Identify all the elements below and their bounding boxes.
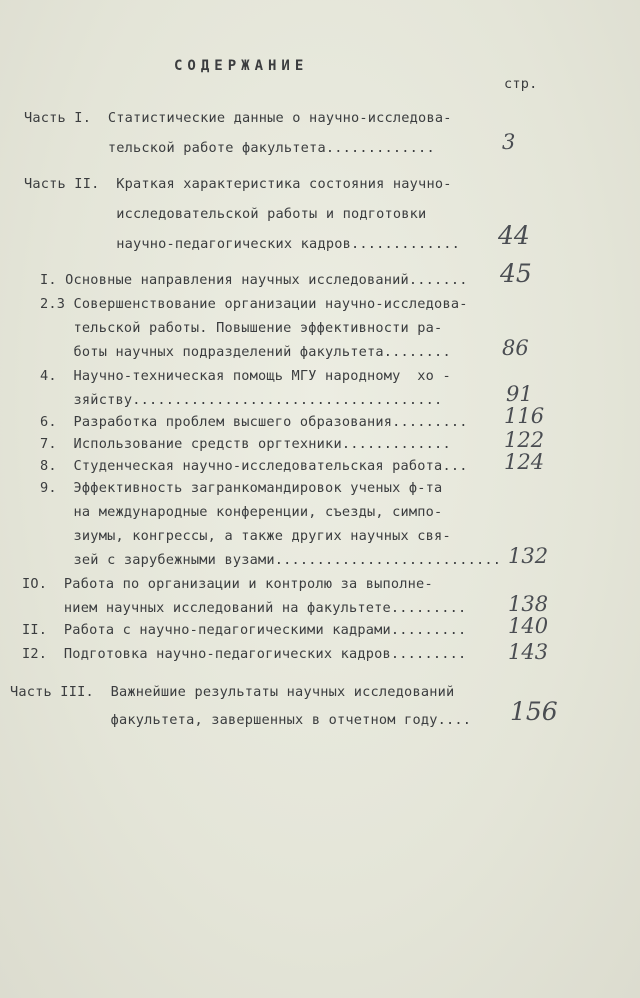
toc-line: 9. Эффективность загранкомандировок ученых ф-та <box>40 480 443 496</box>
toc-line: тельской работы. Повышение эффективности ра- <box>40 320 443 336</box>
page-number: 143 <box>508 640 549 664</box>
page-number: 91 <box>506 382 533 406</box>
toc-line: Часть III. Важнейшие результаты научных исследований <box>10 684 455 700</box>
toc-line: Часть II. Краткая характеристика состояния научно- <box>24 176 452 192</box>
toc-line: Часть I. Статистические данные о научно-исследова- <box>24 110 452 126</box>
toc-line: зей с зарубежными вузами........................... <box>40 552 502 568</box>
toc-line: тельской работе факультета............. <box>24 140 435 156</box>
page-number: 44 <box>498 221 530 250</box>
page-number: 132 <box>508 544 549 568</box>
toc-line: 2.3 Совершенствование организации научно-исследова- <box>40 296 468 312</box>
toc-line: факультета, завершенных в отчетном году.... <box>10 712 472 728</box>
toc-line: I. Основные направления научных исследований....... <box>40 272 468 288</box>
toc-line: 6. Разработка проблем высшего образования......... <box>40 414 468 430</box>
toc-line: 4. Научно-техническая помощь МГУ народному хо - <box>40 368 451 384</box>
toc-line: боты научных подразделений факультета........ <box>40 344 451 360</box>
page-number: 138 <box>508 592 549 616</box>
page-number: 86 <box>502 336 529 360</box>
page-title: СОДЕРЖАНИЕ <box>174 58 309 74</box>
toc-line: научно-педагогических кадров............. <box>24 236 460 252</box>
toc-line: на международные конференции, съезды, симпо- <box>40 504 443 520</box>
page-number: 140 <box>508 614 549 638</box>
toc-line: 7. Использование средств оргтехники............. <box>40 436 451 452</box>
toc-line: IO. Работа по организации и контролю за выполне- <box>22 576 433 592</box>
toc-line: исследовательской работы и подготовки <box>24 206 427 222</box>
page-number: 45 <box>500 259 532 288</box>
toc-line: II. Работа с научно-педагогическими кадрами......... <box>22 622 467 638</box>
page-number: 156 <box>510 697 558 726</box>
page-number: 116 <box>504 404 545 428</box>
page-number: 3 <box>502 130 516 154</box>
page-column-label: стр. <box>504 76 538 92</box>
toc-line: зяйству..................................... <box>40 392 443 408</box>
toc-line: 8. Студенческая научно-исследовательская работа... <box>40 458 468 474</box>
toc-line: зиумы, конгрессы, а также других научных свя- <box>40 528 451 544</box>
page-number: 122 <box>504 428 545 452</box>
toc-line: нием научных исследований на факультете......... <box>22 600 467 616</box>
toc-line: I2. Подготовка научно-педагогических кадров......... <box>22 646 467 662</box>
page-number: 124 <box>504 450 545 474</box>
